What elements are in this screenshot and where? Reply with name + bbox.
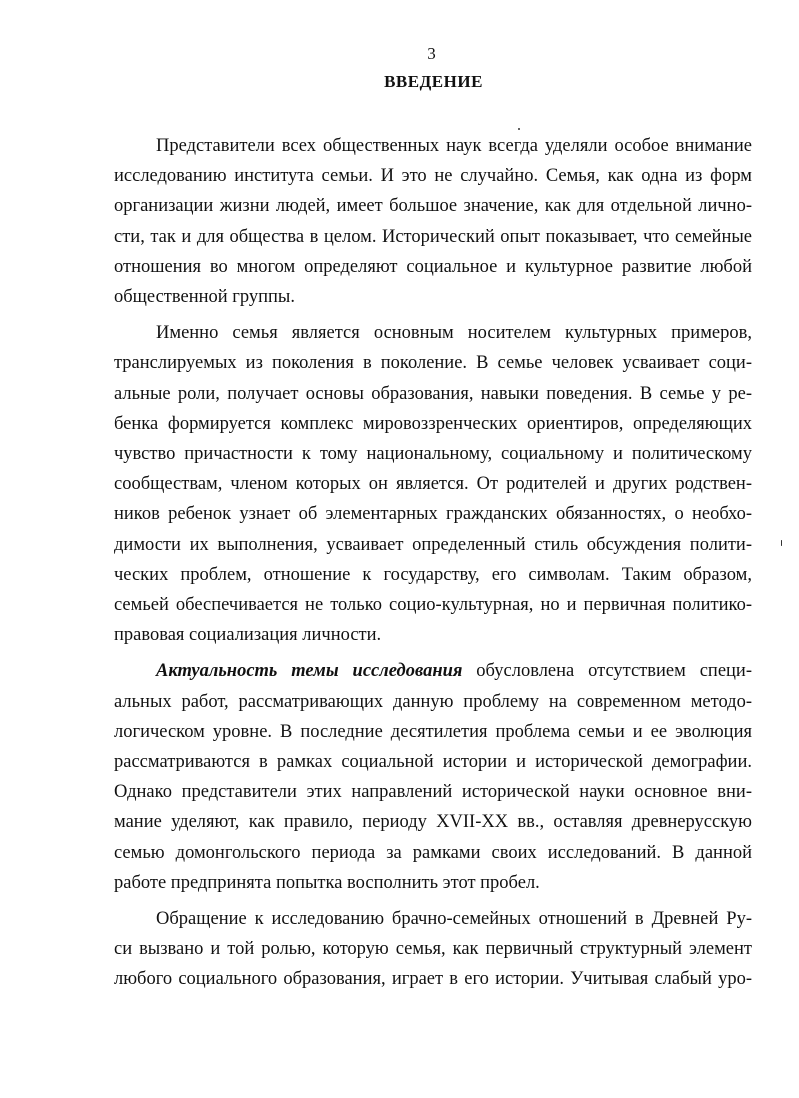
text-line: логическом уровне. В последние десятилетия проблема семьи и ее эволюция — [114, 721, 752, 742]
text-line: отношения во многом определяют социальное и культурное развитие любой — [114, 256, 752, 277]
text-line: сообществам, членом которых он является. От родителей и другиx родствен- — [114, 474, 752, 495]
text-line: ческих проблем, отношение к государству, его символам. Таким образом, — [114, 564, 752, 585]
text-line: Однако представители этих направлений исторической науки основное вни- — [114, 782, 752, 803]
text-line: любого социального образования, играет в его истории. Учитывая слабый уро- — [114, 969, 752, 990]
scan-speck — [781, 540, 782, 546]
text-line: мание уделяют, как правило, периоду XVII-XX вв., оставляя древнерусскую — [114, 812, 752, 833]
paragraph-1 — [114, 131, 752, 312]
scan-speck — [518, 128, 520, 130]
text-line: Представители всех общественных наук всегда уделяли особое внимание — [156, 136, 752, 156]
paragraph-3 — [114, 656, 752, 898]
text-line: правовая социализация личности. — [114, 625, 382, 646]
text-fragment: обусловлена отсутствием специ- — [462, 661, 752, 682]
text-line: организации жизни людей, имеет большое значение, как для отдельной лично- — [114, 196, 752, 217]
text-line: Обращение к исследованию брачно-семейных отношений в Древней Ру- — [156, 909, 752, 930]
text-line: альные роли, получает основы образования, навыки поведения. В семье у ре- — [114, 383, 752, 404]
text-line: общественной группы. — [114, 287, 295, 308]
text-line: Именно семья является основным носителем культурных примеров, — [156, 323, 752, 344]
text-line: исследованию института семьи. И это не случайно. Семья, как одна из форм — [114, 166, 752, 187]
text-line: чувство причастности к тому национальному, социальному и политическому — [114, 444, 752, 465]
text-line: рассматриваются в рамках социальной истории и исторической демографии. — [114, 752, 752, 773]
emphasis-phrase: Актуальность темы исследования — [156, 661, 463, 682]
text-line: сти, так и для общества в целом. Исторический опыт показывает, что семейные — [114, 226, 752, 247]
page-title: ВВЕДЕНИЕ — [384, 72, 483, 91]
text-line: семьей обеспечивается не только социо-культурная, но и первичная политико- — [114, 595, 752, 616]
text-line: работе предпринята попытка восполнить этот пробел. — [114, 872, 540, 893]
text-line: альных работ, рассматривающих данную проблему на современном методо- — [114, 691, 752, 712]
text-line: ников ребенок узнает об элементарных гражданских обязанностях, о необхо- — [114, 504, 752, 525]
body-text — [114, 131, 752, 995]
text-line — [156, 656, 752, 686]
text-line: семью домонгольского периода за рамками своих исследований. В данной — [114, 842, 752, 863]
paragraph-4 — [114, 904, 752, 995]
text-line: транслируемых из поколения в поколение. В семье человек усваивает соци- — [114, 353, 752, 374]
text-line: бенка формируется комплекс мировоззренческих ориентиров, определяющих — [114, 413, 752, 434]
paragraph-2 — [114, 318, 752, 650]
text-line: димости их выполнения, усваивает определенный стиль обсуждения полити- — [114, 534, 752, 555]
page-number: 3 — [427, 44, 436, 63]
text-line: си вызвано и той ролью, которую семья, как первичный структурный элемент — [114, 939, 752, 960]
